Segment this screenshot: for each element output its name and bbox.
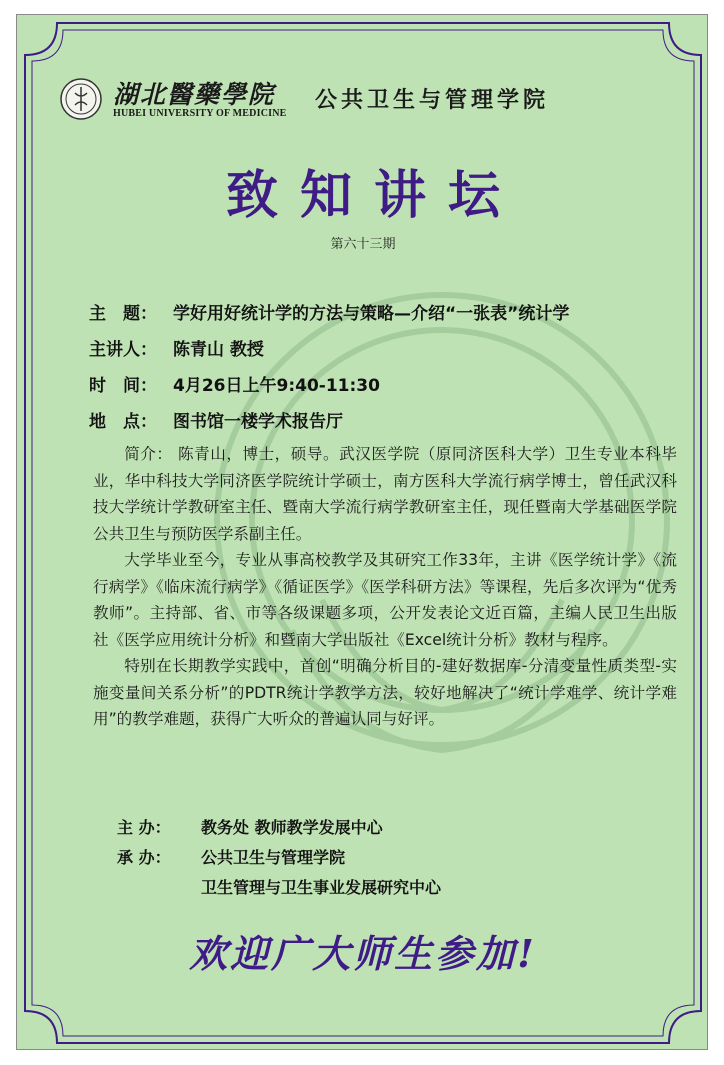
topic-label: 主 题： — [89, 303, 157, 324]
poster — [16, 14, 708, 1050]
co-organizer-value: 卫生管理与卫生事业发展研究中心 — [201, 877, 442, 897]
place-value: 图书馆一楼学术报告厅 — [173, 411, 343, 432]
header — [59, 77, 619, 127]
welcome-slogan: 欢迎广大师生参加! — [189, 931, 537, 976]
university-logo-icon — [59, 77, 103, 121]
organizers — [117, 811, 637, 901]
speaker-bio — [93, 441, 677, 733]
co-organizer-row — [117, 871, 637, 901]
co-organizer-label: 承 办： — [117, 847, 171, 867]
speaker-value: 陈青山 教授 — [173, 339, 264, 360]
co-organizer-value: 公共卫生与管理学院 — [201, 847, 346, 867]
speaker-label: 主讲人： — [89, 339, 157, 360]
issue-number: 第六十三期 — [330, 237, 396, 252]
host-row — [117, 811, 637, 841]
host-label: 主 办： — [117, 817, 171, 837]
speaker-row — [89, 329, 689, 365]
school-name: 公共卫生与管理学院 — [315, 87, 550, 113]
topic-value: 学好用好统计学的方法与策略—介绍“一张表”统计学 — [173, 303, 570, 324]
time-label: 时 间： — [89, 375, 157, 396]
forum-title: 致知讲坛 — [225, 166, 522, 226]
lecture-info — [89, 293, 689, 437]
bio-paragraph: 大学毕业至今，专业从事高校教学及其研究工作33年，主讲《医学统计学》《流行病学》《临床流行病学》《循证医学》《医学科研方法》等课程，先后多次评为“优秀教师”。主持部、省、市等各级课题多项，公开发表论文近百篇，主编人民卫生出版社《医学应用统计分析》和暨南大学出版社《Excel统计分析》教材与程序。 — [93, 551, 677, 649]
time-row — [89, 365, 689, 401]
co-organizer-row — [117, 841, 637, 871]
host-value: 教务处 教师教学发展中心 — [201, 817, 383, 837]
bio-paragraph: 简介： 陈青山，博士，硕导。武汉医学院（原同济医科大学）卫生专业本科毕业，华中科技大学同济医学院统计学硕士，南方医科大学流行病学博士，曾任武汉科技大学统计学教研室主任、暨南大学流行病学教研室主任，现任暨南大学基础医学院公共卫生与预防医学系副主任。 — [93, 445, 677, 543]
bio-paragraph: 特别在长期教学实践中，首创“明确分析目的-建好数据库-分清变量性质类型-实施变量间关系分析”的PDTR统计学教学方法，较好地解决了“统计学难学、统计学难用”的教学难题，获得广大听众的普遍认同与好评。 — [93, 657, 677, 728]
place-label: 地 点： — [89, 411, 157, 432]
university-name-cn: 湖北醫藥學院 — [113, 80, 276, 109]
topic-row — [89, 293, 689, 329]
time-value: 4月26日上午9:40-11:30 — [173, 375, 380, 396]
university-name-en: HUBEI UNIVERSITY OF MEDICINE — [113, 108, 287, 119]
place-row — [89, 401, 689, 437]
